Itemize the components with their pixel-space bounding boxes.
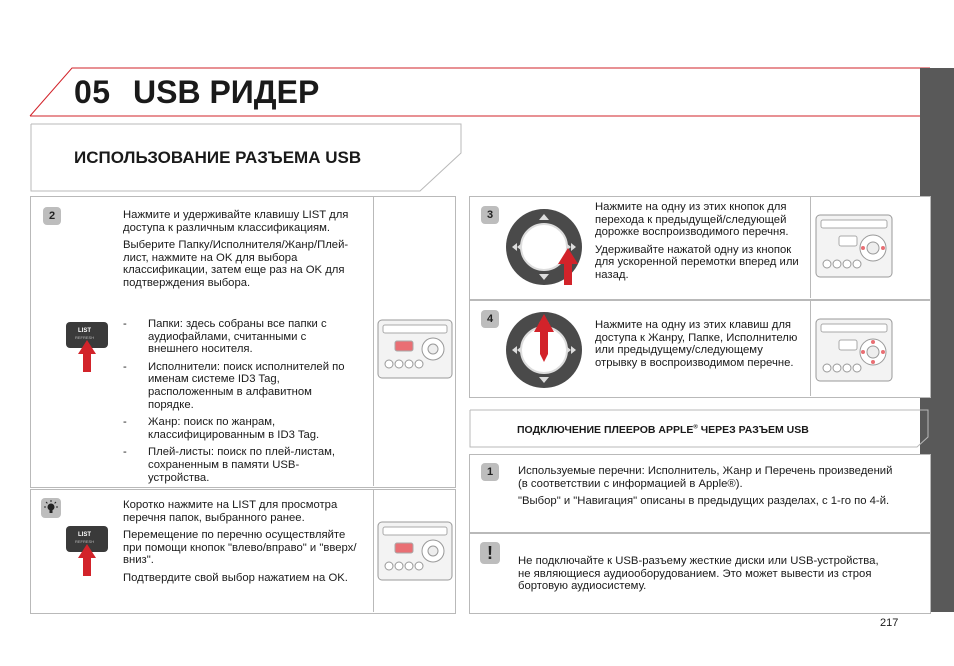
tip-paragraph-1: Коротко нажмите на LIST для просмотра перечня папок, выбранного ранее. [123, 499, 338, 524]
step4-divider [810, 300, 811, 396]
step4-nav-pad-illustration [504, 310, 584, 390]
apple-step1-badge: 1 [481, 463, 499, 481]
step4-text [595, 319, 800, 374]
apple-title-part-1: ПОДКЛЮЧЕНИЕ ПЛЕЕРОВ APPLE [517, 424, 694, 436]
step3-badge: 3 [481, 206, 499, 224]
chapter-number: 05 [74, 74, 111, 110]
list-item: - Жанр: поиск по жанрам, классифицированным в ID3 Tag. [123, 416, 359, 441]
list-button-illustration [64, 318, 110, 374]
apple-step1-text [518, 465, 898, 513]
tip-list-button-label: LIST [78, 532, 91, 538]
section-title: ИСПОЛЬЗОВАНИЕ РАЗЪЕМА USB [74, 148, 362, 167]
step2-paragraph-1: Нажмите и удерживайте клавишу LIST для доступа к различным классификациям. [123, 209, 349, 234]
step2-paragraph-2: Выберите Папку/Исполнителя/Жанр/Плей-лист, нажмите на OK для выбора классификации, затем еще раз на OK для подтверждения выбора. [123, 239, 349, 289]
tip-paragraph-2: Перемещение по перечню осуществляйте при помощи кнопок "влево/вправо" и "вверх/вниз". [123, 529, 357, 567]
warning-icon: ! [480, 542, 500, 564]
step3-text [595, 201, 800, 287]
step3-nav-pad-illustration [504, 207, 584, 287]
step2-list [123, 318, 359, 489]
apple-step1-paragraph-1: Используемые перечни: Исполнитель, Жанр и Перечень произведений (в соответствии с информацией в Apple®). [518, 465, 893, 490]
tip-radio-illustration [377, 521, 453, 581]
step2-text [123, 209, 363, 295]
apple-title-registered-mark: ® [693, 424, 698, 431]
tip-list-button-sublabel: REFRESH [75, 539, 95, 544]
apple-step1-paragraph-2: "Выбор" и "Навигация" описаны в предыдущих разделах, с 1-го по 4-й. [518, 495, 890, 508]
list-button-label: LIST [78, 328, 91, 334]
tip-divider [373, 489, 374, 612]
step4-badge: 4 [481, 310, 499, 328]
list-item: - Исполнители: поиск исполнителей по именам системе ID3 Tag, расположенным в алфавитном порядке. [123, 361, 359, 411]
step2-divider [373, 196, 374, 486]
step2-badge: 2 [43, 207, 61, 225]
list-item: - Папки: здесь собраны все папки с аудиофайлами, считанными с внешнего носителя. [123, 318, 359, 356]
lightbulb-icon [41, 498, 61, 518]
apple-section-title [517, 424, 809, 436]
radio-illustration [377, 319, 453, 379]
step3-paragraph-2: Удерживайте нажатой одну из кнопок для ускоренной перемотки вперед или назад. [595, 243, 799, 281]
step4-paragraph-1: Нажмите на одну из этих клавиш для доступа к Жанру, Папке, Исполнителю или предыдущему/следующему отрывку в воспроизводимом перечне. [595, 319, 798, 369]
step4-radio-illustration [815, 318, 893, 382]
list-button-graphic [64, 318, 110, 374]
tip-list-button-illustration [64, 522, 110, 578]
apple-title-part-2: ЧЕРЕЗ РАЗЪЕМ USB [697, 424, 809, 436]
list-button-sublabel: REFRESH [75, 335, 95, 340]
step3-radio-illustration [815, 214, 893, 278]
tip-text [123, 499, 357, 590]
tip-list-button-graphic [64, 522, 110, 578]
step3-divider [810, 196, 811, 298]
apple-warning-paragraph-1: Не подключайте к USB-разъему жесткие диски или USB-устройства, не являющиеся аудиооборудованием. Это может вывести из строя бортовую аудиосистему. [518, 555, 879, 593]
chapter-title: USB РИДЕР [133, 74, 320, 110]
apple-warning-text [518, 555, 893, 598]
list-item: - Плей-листы: поиск по плей-листам, сохраненным в памяти USB-устройства. [123, 446, 359, 484]
page-number: 217 [880, 617, 899, 629]
tip-paragraph-3: Подтвердите свой выбор нажатием на OK. [123, 571, 348, 584]
step3-paragraph-1: Нажмите на одну из этих кнопок для перехода к предыдущей/следующей дорожке воспроизводимого перечня. [595, 201, 789, 239]
